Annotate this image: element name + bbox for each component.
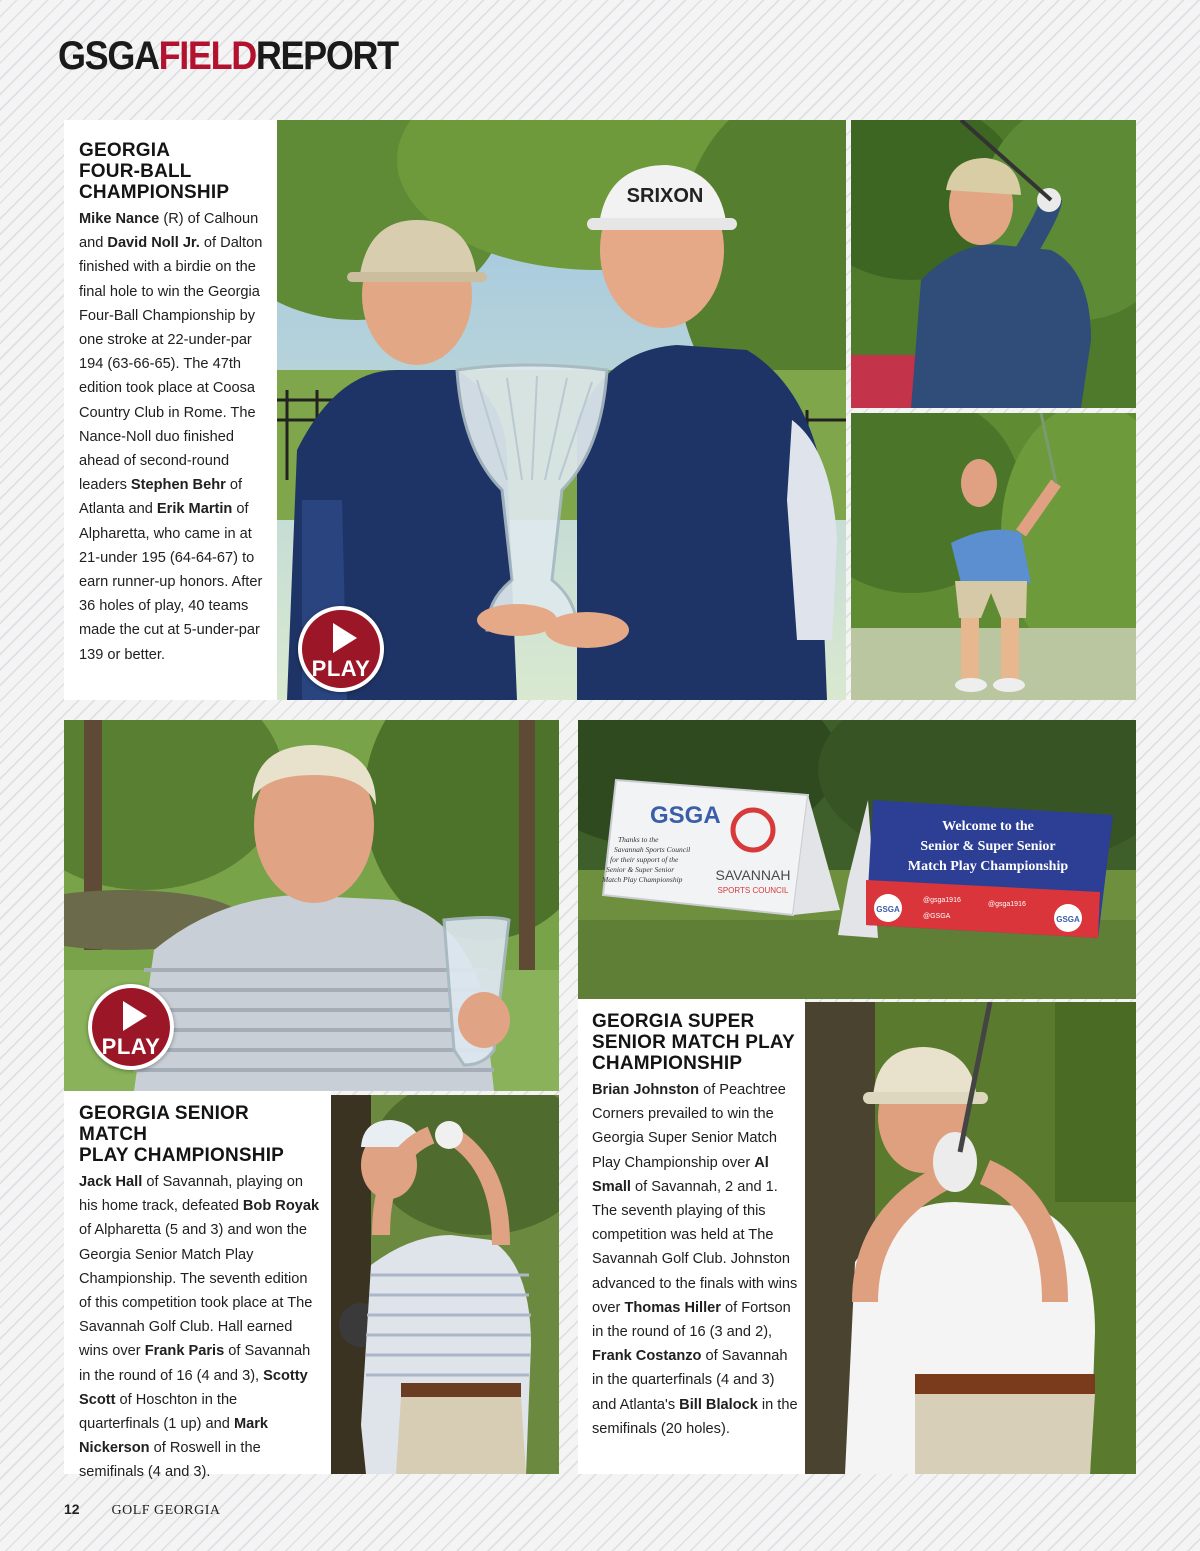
svg-text:Senior & Super Senior: Senior & Super Senior [920, 839, 1056, 854]
svg-text:@GSGA: @GSGA [923, 913, 951, 920]
fourball-swing-photo-1 [851, 120, 1136, 408]
fourball-swing-photo-2 [851, 413, 1136, 700]
svg-text:@gsga1916: @gsga1916 [923, 897, 961, 904]
player-name: Frank Costanzo [592, 1348, 702, 1365]
senior-play-button[interactable] [88, 984, 174, 1070]
svg-text:for their support of the: for their support of the [610, 855, 679, 864]
supersenior-text-panel [578, 999, 805, 1474]
masthead [58, 30, 398, 82]
svg-text:GSGA: GSGA [876, 905, 900, 914]
svg-text:Match Play Championship: Match Play Championship [907, 859, 1069, 874]
play-icon [123, 1001, 147, 1031]
svg-text:GSGA: GSGA [1056, 915, 1080, 924]
supersenior-headline: GEORGIA SUPER SENIOR MATCH PLAY CHAMPIONSHIP [592, 1011, 795, 1074]
player-name: Scotty Scott [79, 1367, 308, 1408]
masthead-report: REPORT [255, 34, 398, 78]
play-label: PLAY [101, 1034, 161, 1059]
page-number: 12 [64, 1501, 80, 1517]
player-name: Mike Nance [79, 211, 160, 227]
svg-text:Match Play Championship: Match Play Championship [602, 875, 683, 884]
supersenior-body: Brian Johnston of Peachtree Corners prevailed to win the Georgia Super Senior Match Play Championship over Al Small of Savannah, 2 and 1. The seventh playing of this competition was held at The Savannah Golf Club. Johnston advanced to the finals with wins over Thomas Hiller of Fortson in the round of 16 (3 and 2), Frank Costanzo of Savannah in the quarterfinals (4 and 3) and Atlanta's Bill Blalock in the semifinals (20 holes). [592, 1082, 798, 1437]
player-name: Erik Martin [156, 501, 233, 518]
player-name: Thomas Hiller [624, 1299, 721, 1316]
senior-body: Jack Hall of Savannah, playing on his home track, defeated Bob Royak of Alpharetta (5 and 3) and won the Georgia Senior Match Play Championship. The seventh edition of this competition took place at The Savannah Golf Club. Hall earned wins over Frank Paris of Savannah in the round of 16 (4 and 3), Scotty Scott of Hoschton in the quarterfinals (1 up) and Mark Nickerson of Roswell in the semifinals (4 and 3). [79, 1174, 320, 1481]
fourball-text-panel [64, 120, 277, 700]
play-icon [333, 623, 357, 653]
svg-text:@gsga1916: @gsga1916 [988, 901, 1026, 908]
senior-headline: GEORGIA SENIOR MATCH PLAY CHAMPIONSHIP [79, 1103, 285, 1166]
cap-brand: SRIXON [626, 185, 704, 207]
page-footer [64, 1501, 221, 1519]
senior-swing-photo [331, 1095, 559, 1474]
svg-text:SAVANNAH: SAVANNAH [715, 867, 791, 883]
fourball-play-button[interactable] [298, 606, 384, 692]
player-name: Bill Blalock [679, 1396, 758, 1413]
masthead-field: FIELD [158, 34, 256, 78]
svg-text:SPORTS COUNCIL: SPORTS COUNCIL [717, 886, 789, 895]
player-name: David Noll Jr. [107, 235, 200, 252]
svg-text:Savannah Sports Council: Savannah Sports Council [614, 845, 691, 854]
svg-text:Senior & Super Senior: Senior & Super Senior [606, 865, 675, 874]
player-name: Jack Hall [79, 1174, 143, 1190]
fourball-headline: GEORGIA FOUR-BALL CHAMPIONSHIP [79, 140, 230, 203]
magazine-name: GOLF GEORGIA [111, 1503, 221, 1518]
senior-text-panel [64, 1091, 331, 1481]
player-name: Mark Nickerson [79, 1416, 269, 1457]
masthead-gsga: GSGA [58, 34, 159, 78]
player-name: Bob Royak [242, 1198, 320, 1215]
supersenior-swing-photo [805, 1002, 1136, 1474]
player-name: Al Small [592, 1154, 769, 1195]
player-name: Stephen Behr [130, 477, 226, 494]
play-label: PLAY [311, 656, 371, 681]
left-sign-logo: GSGA [650, 802, 721, 829]
svg-text:Thanks to the: Thanks to the [618, 835, 659, 844]
svg-text:Welcome to the: Welcome to the [942, 819, 1034, 834]
fourball-body: Mike Nance (R) of Calhoun and David Noll Jr. of Dalton finished with a birdie on the final hole to win the Georgia Four-Ball Championship by one stroke at 22-under-par 194 (63-66-65). The 47th edition took place at Coosa Country Club in Rome. The Nance-Noll duo finished ahead of second-round leaders Stephen Behr of Atlanta and Erik Martin of Alpharetta, who came in at 21-under 195 (64-64-67) to earn runner-up honors. After 36 holes of play, 40 teams made the cut at 5-under-par 139 or better. [79, 211, 263, 663]
signs-photo [578, 720, 1136, 999]
player-name: Frank Paris [144, 1343, 225, 1360]
player-name: Brian Johnston [592, 1082, 700, 1098]
